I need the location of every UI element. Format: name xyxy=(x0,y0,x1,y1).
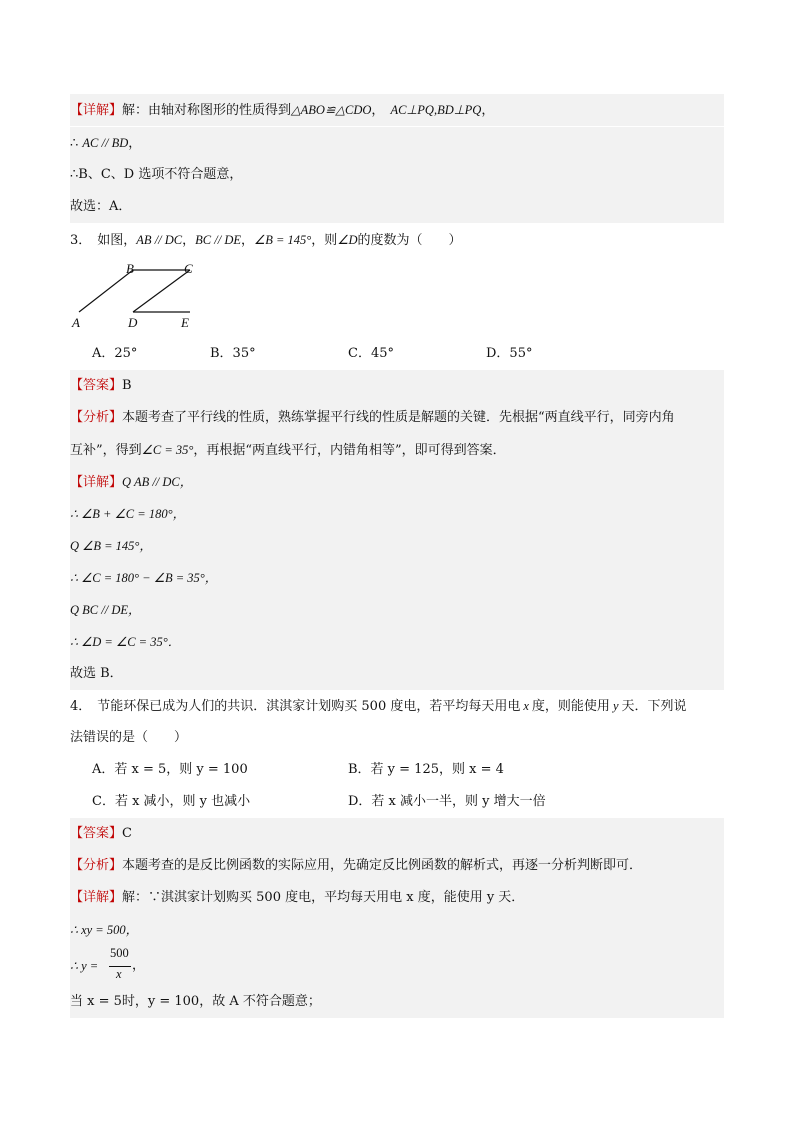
stem-text: ，则 xyxy=(311,233,338,248)
detail-tag: 【详解】 xyxy=(70,103,123,118)
detail-line xyxy=(70,882,724,914)
option-d[interactable]: D．若 x 减小一半，则 y 增大一倍 xyxy=(348,794,546,809)
stem-text: 如图， xyxy=(97,233,137,248)
math: y xyxy=(612,699,619,713)
detail-line xyxy=(70,562,724,594)
math: AB // DC xyxy=(136,233,183,247)
analysis-text: 本题考查了平行线的性质，熟练掌握平行线的性质是解题的关键．先根据“两直线平行，同旁内角 xyxy=(122,410,675,425)
detail-line xyxy=(70,914,724,946)
question-4-stem-1 xyxy=(70,690,724,722)
analysis-line-1 xyxy=(70,402,724,434)
question-number: 3． xyxy=(70,233,92,248)
punct: ， xyxy=(128,136,142,151)
punct: ， xyxy=(481,103,495,118)
math: BC // DE xyxy=(195,233,241,247)
option-b[interactable]: B．若 y = 125，则 x = 4 xyxy=(348,762,504,777)
analysis-tag: 【分析】 xyxy=(70,410,123,425)
option-c[interactable]: C．若 x 减小，则 y 也减小 xyxy=(92,794,251,809)
answer-tag: 【答案】 xyxy=(70,378,123,393)
parallel-lines-figure xyxy=(68,258,208,336)
math: Q AB // DC， xyxy=(122,475,193,489)
fraction-numerator: 500 xyxy=(110,946,129,960)
detail-line-3: ∴B、C、D 选项不符合题意， xyxy=(70,159,724,191)
math-perpendicular: AC⊥PQ,BD⊥PQ xyxy=(390,103,482,117)
analysis-line xyxy=(70,850,724,882)
math: ∴ ∠C = 180° − ∠B = 35°， xyxy=(70,571,218,585)
math: ∴ ∠B + ∠C = 180°， xyxy=(70,507,186,521)
detail-line: 故选 B． xyxy=(70,658,724,690)
detail-line: 当 x = 5时，y = 100，故 A 不符合题意； xyxy=(70,986,724,1018)
analysis-text: ，再根据“两直线平行，内错角相等”，即可得到答案． xyxy=(193,443,506,458)
analysis-text: 本题考查的是反比例函数的实际应用，先确定反比例函数的解析式，再逐一分析判断即可． xyxy=(122,858,643,873)
answer-value: C xyxy=(122,826,132,841)
detail-tag: 【详解】 xyxy=(70,475,123,490)
option-d[interactable]: D．55° xyxy=(486,346,533,361)
answer-tag: 【答案】 xyxy=(70,826,123,841)
math: ∠D xyxy=(337,233,358,247)
label-C: C xyxy=(184,261,193,276)
detail-line-2 xyxy=(70,127,724,159)
option-a[interactable]: A．若 x = 5，则 y = 100 xyxy=(92,762,248,777)
label-B: B xyxy=(126,261,134,276)
stem-text: 节能环保已成为人们的共识．淇淇家计划购买 500 度电，若平均每天用电 xyxy=(97,699,521,714)
detail-text: 解：∵淇淇家计划购买 500 度电，平均每天用电 x 度，能使用 y 天． xyxy=(122,890,525,905)
stem-text: 度，则能使用 xyxy=(531,699,610,714)
punct: ， xyxy=(132,958,146,973)
question-4-stem-2: 法错误的是（ ） xyxy=(70,730,188,745)
analysis-line-2 xyxy=(70,434,724,466)
question-number: 4． xyxy=(70,699,92,714)
analysis-tag: 【分析】 xyxy=(70,858,123,873)
punct: ， xyxy=(241,233,255,248)
label-D: D xyxy=(128,315,138,330)
detail-line xyxy=(70,466,724,498)
question-4-options-cd xyxy=(70,786,724,818)
math: Q ∠B = 145°， xyxy=(70,539,152,553)
therefore-symbol: ∴ xyxy=(70,136,83,151)
math: x xyxy=(523,699,529,713)
punct: ， xyxy=(182,233,196,248)
analysis-text: 互补”，得到 xyxy=(70,443,142,458)
question-4-options-ab xyxy=(70,754,724,786)
math-parallel: AC // BD xyxy=(82,136,129,150)
question-3-stem xyxy=(70,224,724,256)
punct: ， xyxy=(371,103,385,118)
math: ∴ ∠D = ∠C = 35°． xyxy=(70,635,181,649)
label-A: A xyxy=(72,315,80,330)
detail-line xyxy=(70,530,724,562)
math-congruence: △ABO≌△CDO xyxy=(291,103,372,117)
math: ∠C = 35° xyxy=(141,443,194,457)
option-a[interactable]: A．25° xyxy=(92,346,138,361)
detail-text: 解：由轴对称图形的性质得到 xyxy=(122,103,292,118)
detail-line xyxy=(70,498,724,530)
detail-line xyxy=(70,594,724,626)
answer-line xyxy=(70,370,724,402)
detail-fraction-line xyxy=(70,946,724,986)
math: ∴ y = xyxy=(70,959,99,973)
math: ∴ xy = 500， xyxy=(70,923,139,937)
math: ∠B = 145° xyxy=(254,233,312,247)
fraction-denominator: x xyxy=(116,967,122,981)
math: Q BC // DE， xyxy=(70,603,141,617)
stem-text: 天．下列说 xyxy=(621,699,687,714)
detail-tag: 【详解】 xyxy=(70,890,123,905)
option-b[interactable]: B．35° xyxy=(210,346,256,361)
stem-text: 的度数为（ ） xyxy=(357,233,462,248)
option-c[interactable]: C．45° xyxy=(348,346,394,361)
detail-line-4: 故选：A． xyxy=(70,191,724,223)
detail-line xyxy=(70,626,724,658)
question-3-options xyxy=(70,338,724,370)
answer-line xyxy=(70,818,724,850)
detail-line-1 xyxy=(70,94,724,126)
label-E: E xyxy=(181,315,189,330)
answer-value: B xyxy=(122,378,132,393)
